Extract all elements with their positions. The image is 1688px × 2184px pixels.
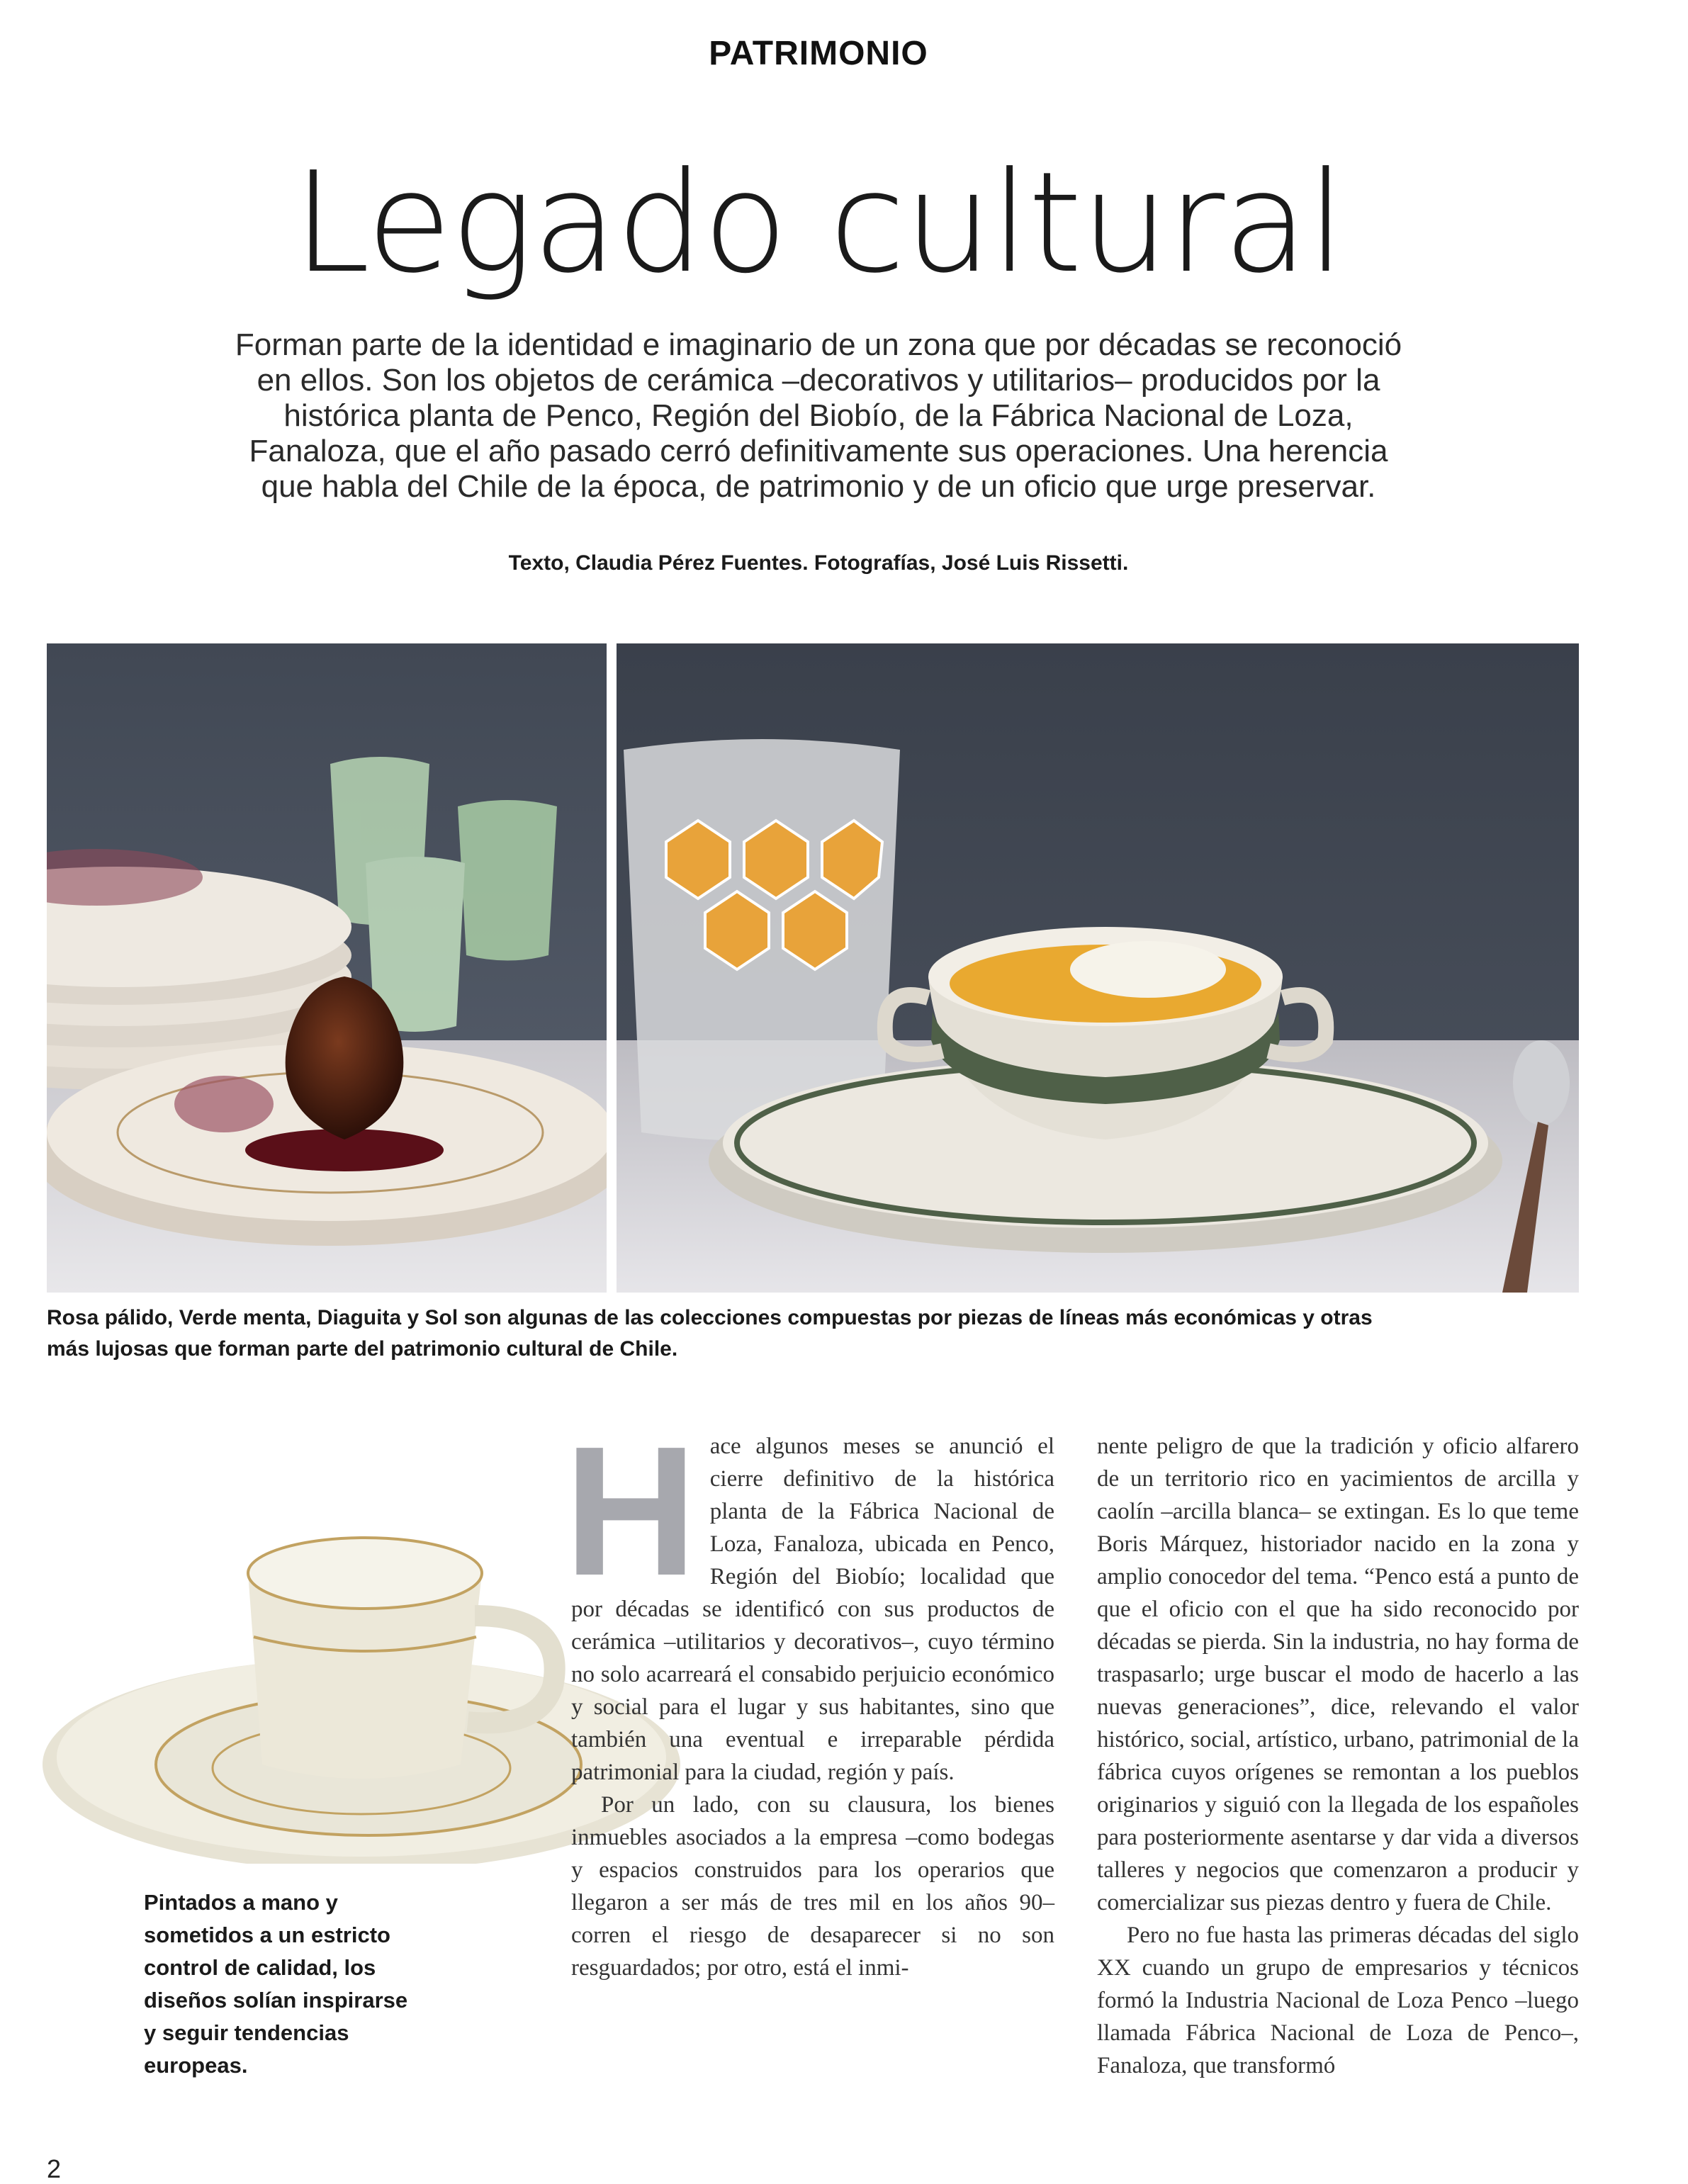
photo-plates-glasses — [47, 643, 607, 1293]
dek: Forman parte de la identidad e imaginario de un zona que por décadas se reconoció en ellos. Son los objetos de cerámica –decorativos y utilitarios– producidos por la histórica planta de Penco, Región del Biobío, de la Fábrica Nacional de Loza, Fanaloza, que el año pasado cerró definitivamente sus operaciones. Una herencia que habla del Chile de la época, de patrimonio y de un oficio que urge preservar. — [235, 327, 1402, 504]
page-folio: 2 — [47, 2154, 62, 2183]
side-caption: Pintados a mano y sometidos a un estricto control de calidad, los diseños solían inspirarse y seguir tendencias europeas. — [144, 1890, 408, 2078]
credits: Texto, Claudia Pérez Fuentes. Fotografías, José Luis Rissetti. — [508, 551, 1129, 575]
article-paragraph: Por un lado, con su clausura, los bienes inmuebles asociados a la empresa –como bodegas y espacios construidos para los operarios que llegaron a ser más de tres mil en los años 90– corren el riesgo de desaparecer si no son resguardados; por otro, está el inmi- — [571, 1792, 1054, 1981]
photo-caption: Rosa pálido, Verde menta, Diaguita y Sol son algunas de las colecciones compuestas por piezas de líneas más económicas y otras más lujosas que forman parte del patrimonio cultural de Chile. — [47, 1306, 1373, 1361]
article-column-2 — [1097, 1430, 1579, 2082]
photo-bowl-glass — [617, 643, 1579, 1293]
section-label: PATRIMONIO — [709, 35, 928, 72]
article-paragraph: ace algunos meses se anunció el cierre definitivo de la histórica planta de la Fábrica Nacional de Loza, Fanaloza, ubicada en Penco, Región del Biobío; localidad que por décadas se identificó con sus productos de cerámica –utilitarios y decorativos–, cuyo término no solo acarreará el consabido perjuicio económico y social para el lugar y sus habitantes, sino que también una eventual e irreparable pérdida patrimonial para la ciudad, región y país. — [571, 1434, 1054, 1785]
article-column-1 — [564, 1409, 1054, 1984]
article-paragraph: Pero no fue hasta las primeras décadas del siglo XX cuando un grupo de empresarios y técnicos formó la Industria Nacional de Loza Penco –luego llamada Fábrica Nacional de Loza de Penco–, Fanaloza, que transformó — [1097, 1923, 1579, 2078]
headline: Legado cultural — [293, 142, 1344, 304]
article-paragraph: nente peligro de que la tradición y oficio alfarero de un territorio rico en yacimientos de arcilla y caolín –arcilla blanca– se extingan. Es lo que teme Boris Márquez, historiador nacido en la zona y amplio conocedor del tema. “Penco está a punto de que el oficio con el que ha sido reconocido por décadas se pierda. Sin la industria, no hay forma de traspasarlo; urge buscar el modo de hacerlo a las nuevas generaciones”, dice, relevando el valor histórico, social, artístico, urbano, patrimonial de la fábrica cuyos orígenes se remontan a los pueblos originarios y siguió con la llegada de los españoles para posteriormente asentarse y dar vida a diversos talleres y negocios que comenzaron a producir y comercializar sus piezas dentro y fuera de Chile. — [1097, 1434, 1579, 1915]
drop-cap: H — [564, 1409, 697, 1614]
